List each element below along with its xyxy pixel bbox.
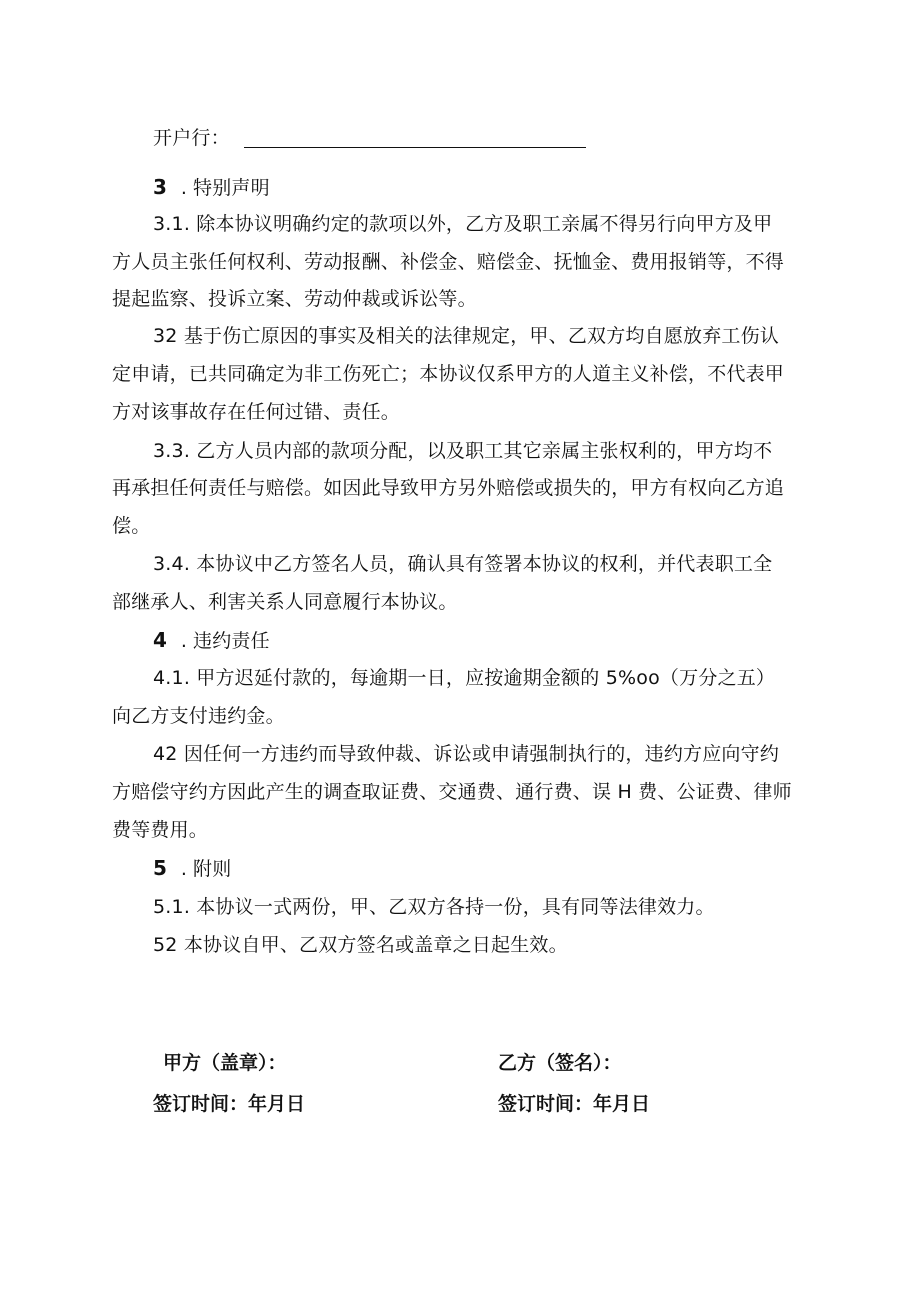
party-a-seal-label[interactable]: 甲方（盖章）： <box>163 1052 287 1074</box>
clause-3-2-line-1: 32 基于伤亡原因的事实及相关的法律规定，甲、乙双方均自愿放弃工伤认 <box>153 325 780 347</box>
clause-3-3-line-1: 3.3. 乙方人员内部的款项分配，以及职工其它亲属主张权利的，甲方均不 <box>153 440 773 462</box>
clause-4-2-line-1: 42 因任何一方违约而导致仲裁、诉讼或申请强制执行的，违约方应向守约 <box>153 743 780 765</box>
clause-3-2-line-3: 方对该事故存在任何过错、责任。 <box>112 401 401 423</box>
party-b-sign-date[interactable]: 签订时间：年月日 <box>498 1093 651 1115</box>
clause-3-3-line-3: 偿。 <box>112 515 151 537</box>
party-b-signature-label[interactable]: 乙方（签名）： <box>498 1052 622 1074</box>
clause-3-4-line-2: 部继承人、利害关系人同意履行本协议。 <box>112 591 458 613</box>
clause-3-1-line-2: 方人员主张任何权利、劳动报酬、补偿金、赔偿金、抚恤金、费用报销等，不得 <box>112 251 785 273</box>
section-3-heading <box>153 176 270 199</box>
section-dot: . <box>180 858 188 880</box>
clause-5-1: 5.1. 本协议一式两份，甲、乙双方各持一份，具有同等法律效力。 <box>153 896 715 918</box>
section-4-title: 违约责任 <box>193 630 270 652</box>
section-5-heading <box>153 857 231 880</box>
section-3-number: 3 <box>153 175 168 199</box>
section-dot: . <box>180 630 188 652</box>
clause-4-2-line-2: 方赔偿守约方因此产生的调查取证费、交通费、通行费、误 H 费、公证费、律师 <box>112 781 792 803</box>
party-a-sign-date[interactable]: 签订时间：年月日 <box>153 1093 306 1115</box>
clause-3-1-line-1: 3.1. 除本协议明确约定的款项以外，乙方及职工亲属不得另行向甲方及甲 <box>153 213 773 235</box>
clause-4-2-line-3: 费等费用。 <box>112 819 209 841</box>
clause-3-2-line-2: 定申请，已共同确定为非工伤死亡；本协议仅系甲方的人道主义补偿，不代表甲 <box>112 363 785 385</box>
section-5-number: 5 <box>153 856 168 880</box>
clause-4-1-line-2: 向乙方支付违约金。 <box>112 705 285 727</box>
bank-blank-line[interactable] <box>244 147 586 148</box>
section-3-title: 特别声明 <box>193 177 270 199</box>
section-dot: . <box>180 177 188 199</box>
section-4-heading <box>153 629 270 652</box>
section-5-title: 附则 <box>193 858 232 880</box>
clause-3-1-line-3: 提起监察、投诉立案、劳动仲裁或诉讼等。 <box>112 288 477 310</box>
bank-label: 开户行： <box>153 127 230 149</box>
clause-3-3-line-2: 再承担任何责任与赔偿。如因此导致甲方另外赔偿或损失的，甲方有权向乙方追 <box>112 477 785 499</box>
section-4-number: 4 <box>153 628 168 652</box>
clause-3-4-line-1: 3.4. 本协议中乙方签名人员，确认具有签署本协议的权利，并代表职工全 <box>153 553 773 575</box>
clause-4-1-line-1: 4.1. 甲方迟延付款的，每逾期一日，应按逾期金额的 5%oo（万分之五） <box>153 667 776 689</box>
clause-5-2: 52 本协议自甲、乙双方签名或盖章之日起生效。 <box>153 934 568 956</box>
